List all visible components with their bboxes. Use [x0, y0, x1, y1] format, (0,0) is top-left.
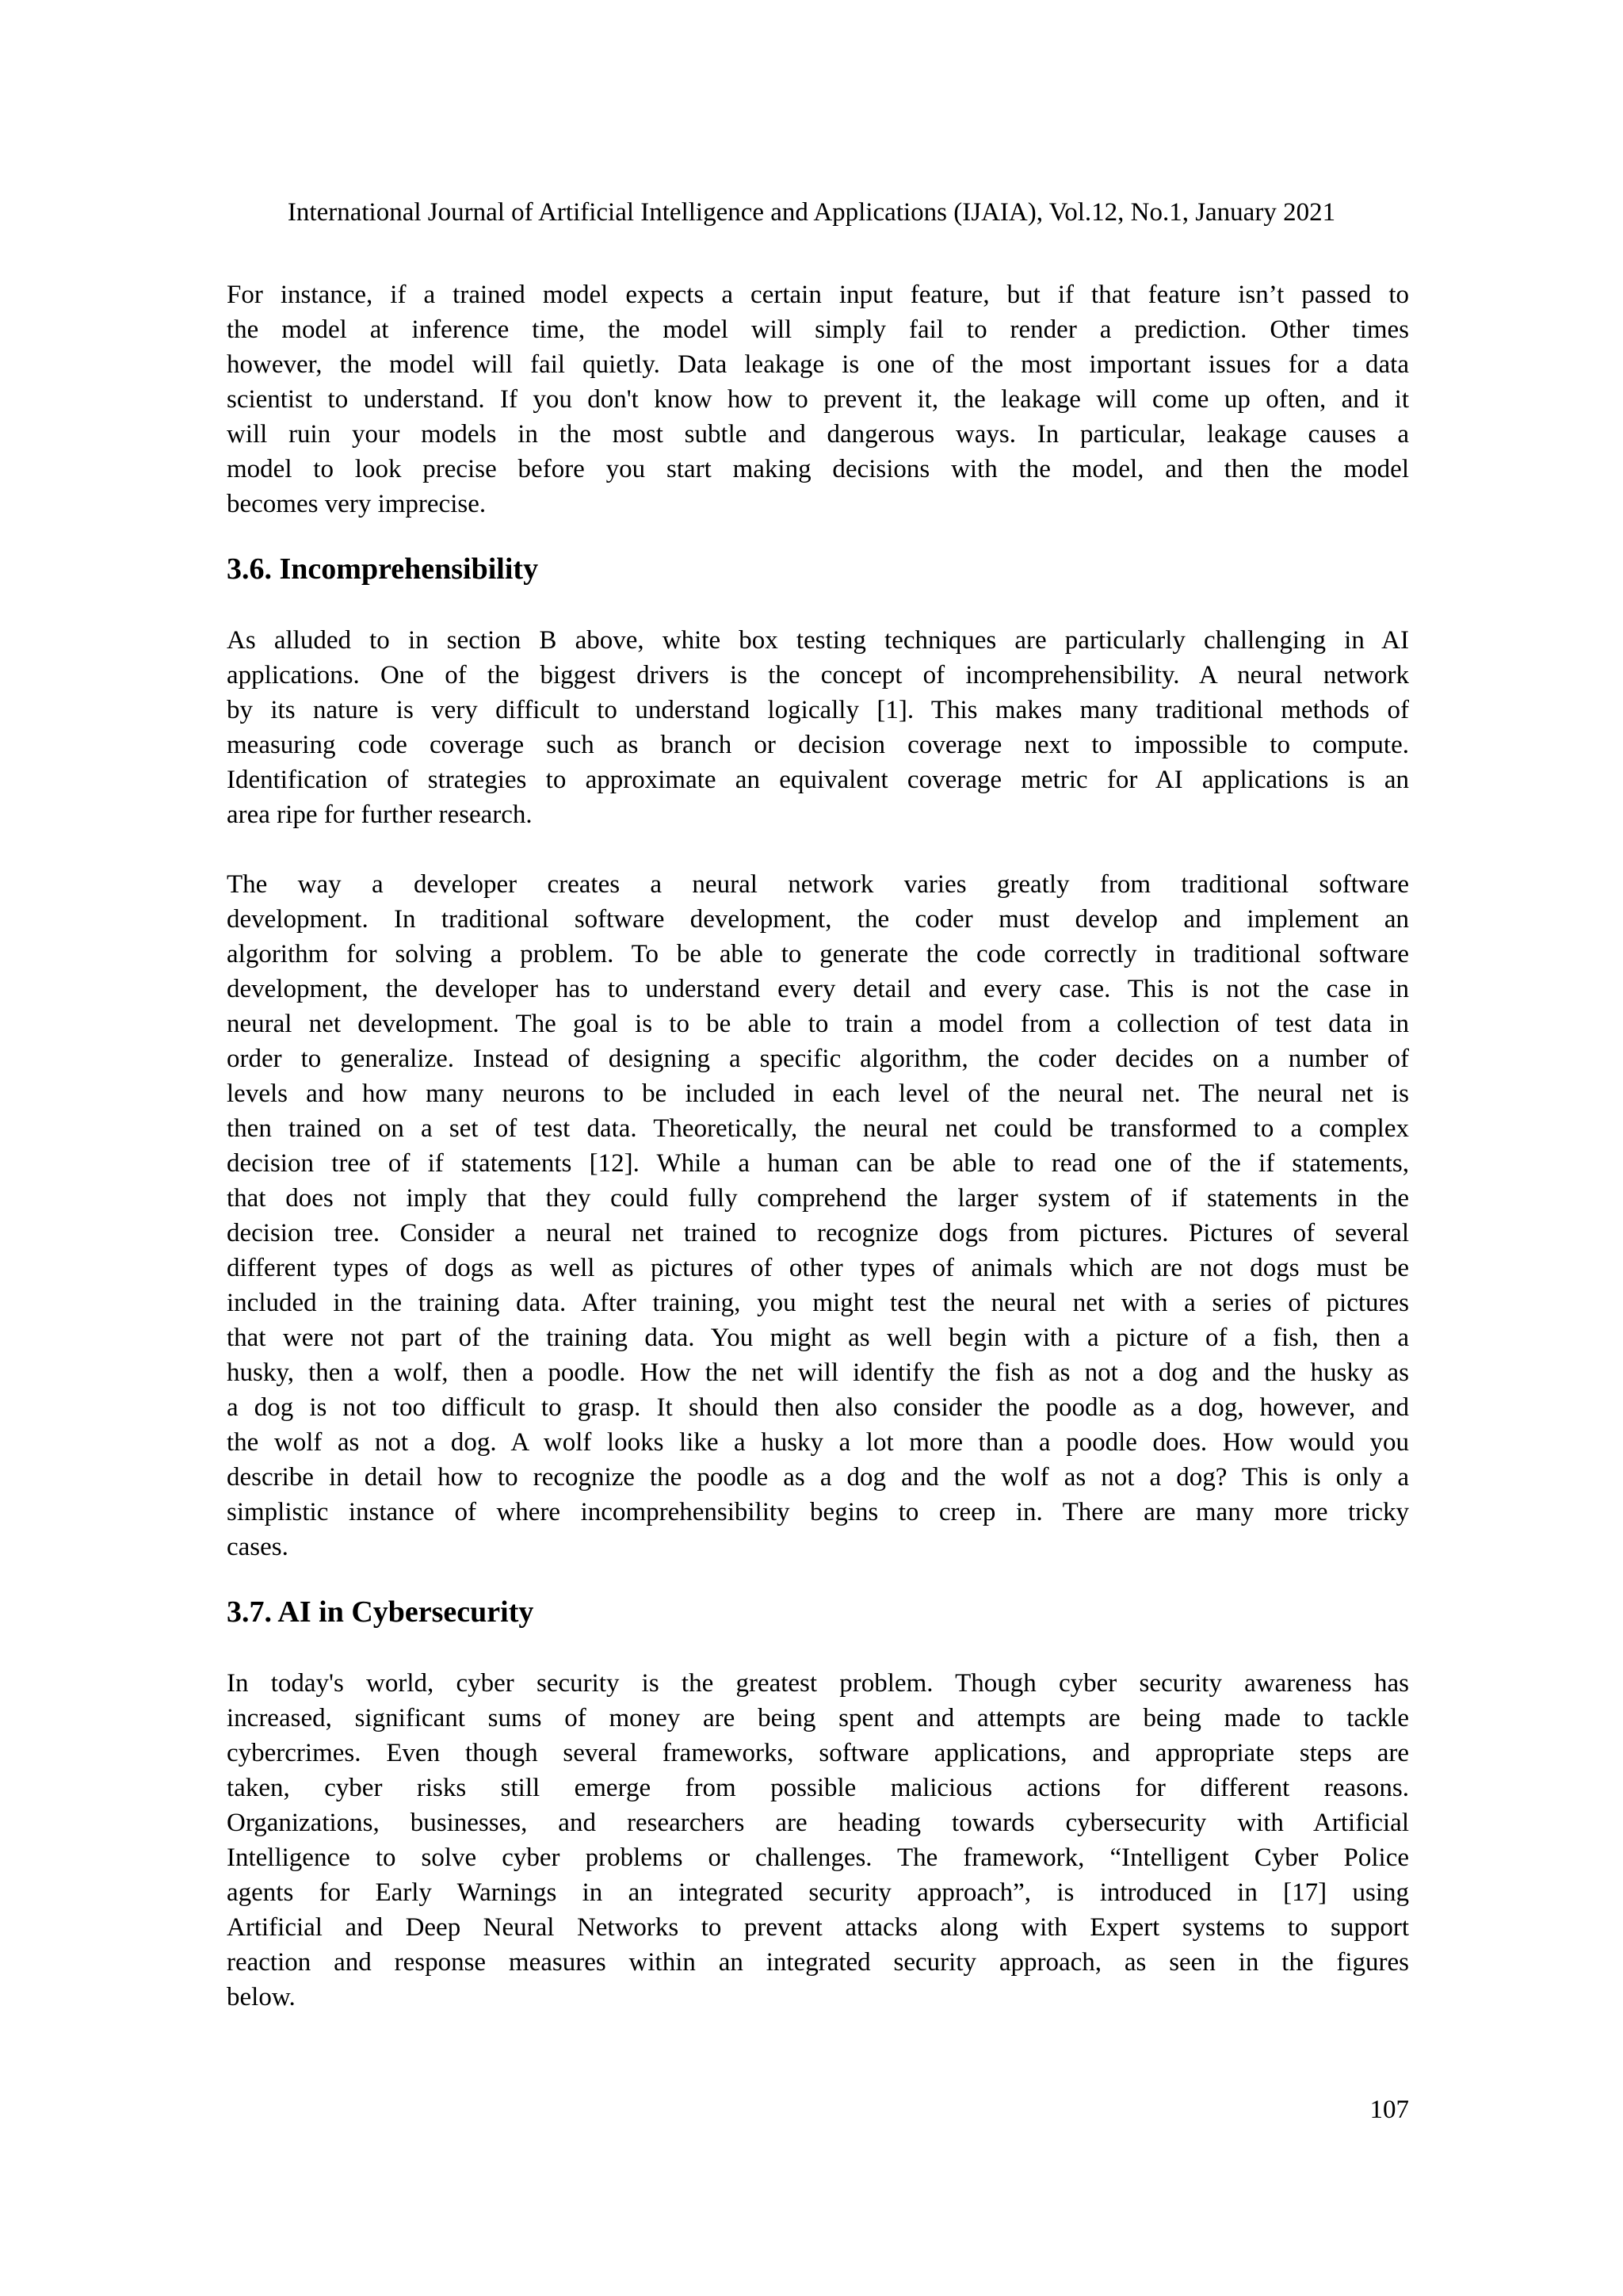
text-line: algorithm for solving a problem. To be able to generate the code correctly in traditional software: [227, 940, 1409, 968]
text-line: decision tree. Consider a neural net trained to recognize dogs from pictures. Pictures of several: [227, 1219, 1409, 1247]
text-line: decision tree of if statements [12]. While a human can be able to read one of the if statements,: [227, 1149, 1409, 1178]
text-line: As alluded to in section B above, white box testing techniques are particularly challenging in AI: [227, 626, 1409, 655]
text-line: simplistic instance of where incomprehensibility begins to creep in. There are many more tricky: [227, 1498, 1409, 1526]
text-line: development. In traditional software development, the coder must develop and implement an: [227, 905, 1409, 934]
text-line: then trained on a set of test data. Theoretically, the neural net could be transformed to a complex: [227, 1114, 1409, 1143]
text-line: below.: [227, 1983, 296, 2011]
text-line: area ripe for further research.: [227, 800, 533, 829]
intro-paragraph: [227, 277, 1409, 521]
text-line: that does not imply that they could fully comprehend the larger system of if statements in the: [227, 1184, 1409, 1213]
text-line: however, the model will fail quietly. Data leakage is one of the most important issues for a data: [227, 350, 1409, 379]
page-number: 107: [1369, 2095, 1409, 2124]
text-line: becomes very imprecise.: [227, 490, 487, 518]
running-header: International Journal of Artificial Intelligence and Applications (IJAIA), Vol.12, No.1, January 2021: [287, 198, 1336, 227]
text-line: neural net development. The goal is to be able to train a model from a collection of test data in: [227, 1010, 1409, 1038]
text-line: describe in detail how to recognize the poodle as a dog and the wolf as not a dog? This is only a: [227, 1463, 1409, 1492]
text-line: reaction and response measures within an integrated security approach, as seen in the figures: [227, 1948, 1409, 1977]
text-line: In today's world, cyber security is the greatest problem. Though cyber security awareness has: [227, 1669, 1409, 1698]
text-line: model to look precise before you start making decisions with the model, and then the model: [227, 455, 1409, 483]
section-heading-3-6: 3.6. Incomprehensibility: [227, 552, 539, 586]
text-line: increased, significant sums of money are being spent and attempts are being made to tackle: [227, 1704, 1409, 1733]
text-line: measuring code coverage such as branch or decision coverage next to impossible to compute.: [227, 731, 1409, 759]
text-line: cybercrimes. Even though several frameworks, software applications, and appropriate steps are: [227, 1739, 1409, 1767]
text-line: different types of dogs as well as pictures of other types of animals which are not dogs must be: [227, 1254, 1409, 1282]
text-line: For instance, if a trained model expects a certain input feature, but if that feature isn’t passed to: [227, 281, 1409, 309]
text-line: applications. One of the biggest drivers is the concept of incomprehensibility. A neural network: [227, 661, 1409, 690]
text-line: included in the training data. After training, you might test the neural net with a series of pictures: [227, 1289, 1409, 1317]
section-3-6-paragraph-1: [227, 623, 1409, 832]
text-line: development, the developer has to understand every detail and every case. This is not the case in: [227, 975, 1409, 1003]
text-line: husky, then a wolf, then a poodle. How the net will identify the fish as not a dog and the husky as: [227, 1358, 1409, 1387]
text-line: scientist to understand. If you don't know how to prevent it, the leakage will come up often, and it: [227, 385, 1409, 414]
text-line: The way a developer creates a neural network varies greatly from traditional software: [227, 870, 1409, 899]
text-line: a dog is not too difficult to grasp. It should then also consider the poodle as a dog, however, and: [227, 1393, 1409, 1422]
text-line: cases.: [227, 1533, 288, 1561]
text-line: Artificial and Deep Neural Networks to prevent attacks along with Expert systems to support: [227, 1913, 1409, 1942]
text-line: Organizations, businesses, and researchers are heading towards cybersecurity with Artificial: [227, 1809, 1409, 1837]
text-line: that were not part of the training data. You might as well begin with a picture of a fish, then a: [227, 1324, 1409, 1352]
text-line: Intelligence to solve cyber problems or challenges. The framework, “Intelligent Cyber Police: [227, 1843, 1409, 1872]
text-line: agents for Early Warnings in an integrated security approach”, is introduced in [17] using: [227, 1878, 1409, 1907]
text-line: taken, cyber risks still emerge from possible malicious actions for different reasons.: [227, 1774, 1409, 1802]
section-3-6-paragraph-2: [227, 867, 1409, 1564]
text-line: by its nature is very difficult to understand logically [1]. This makes many traditional methods of: [227, 696, 1409, 724]
text-line: Identification of strategies to approximate an equivalent coverage metric for AI applications is an: [227, 766, 1409, 794]
section-heading-3-7: 3.7. AI in Cybersecurity: [227, 1595, 534, 1629]
text-line: the model at inference time, the model will simply fail to render a prediction. Other times: [227, 315, 1409, 344]
section-3-7-paragraph-1: [227, 1666, 1409, 2015]
text-line: the wolf as not a dog. A wolf looks like a husky a lot more than a poodle does. How would you: [227, 1428, 1409, 1457]
text-line: order to generalize. Instead of designing a specific algorithm, the coder decides on a number of: [227, 1045, 1409, 1073]
page-body: [227, 277, 1409, 2015]
text-line: will ruin your models in the most subtle and dangerous ways. In particular, leakage causes a: [227, 420, 1409, 449]
text-line: levels and how many neurons to be included in each level of the neural net. The neural net is: [227, 1079, 1409, 1108]
